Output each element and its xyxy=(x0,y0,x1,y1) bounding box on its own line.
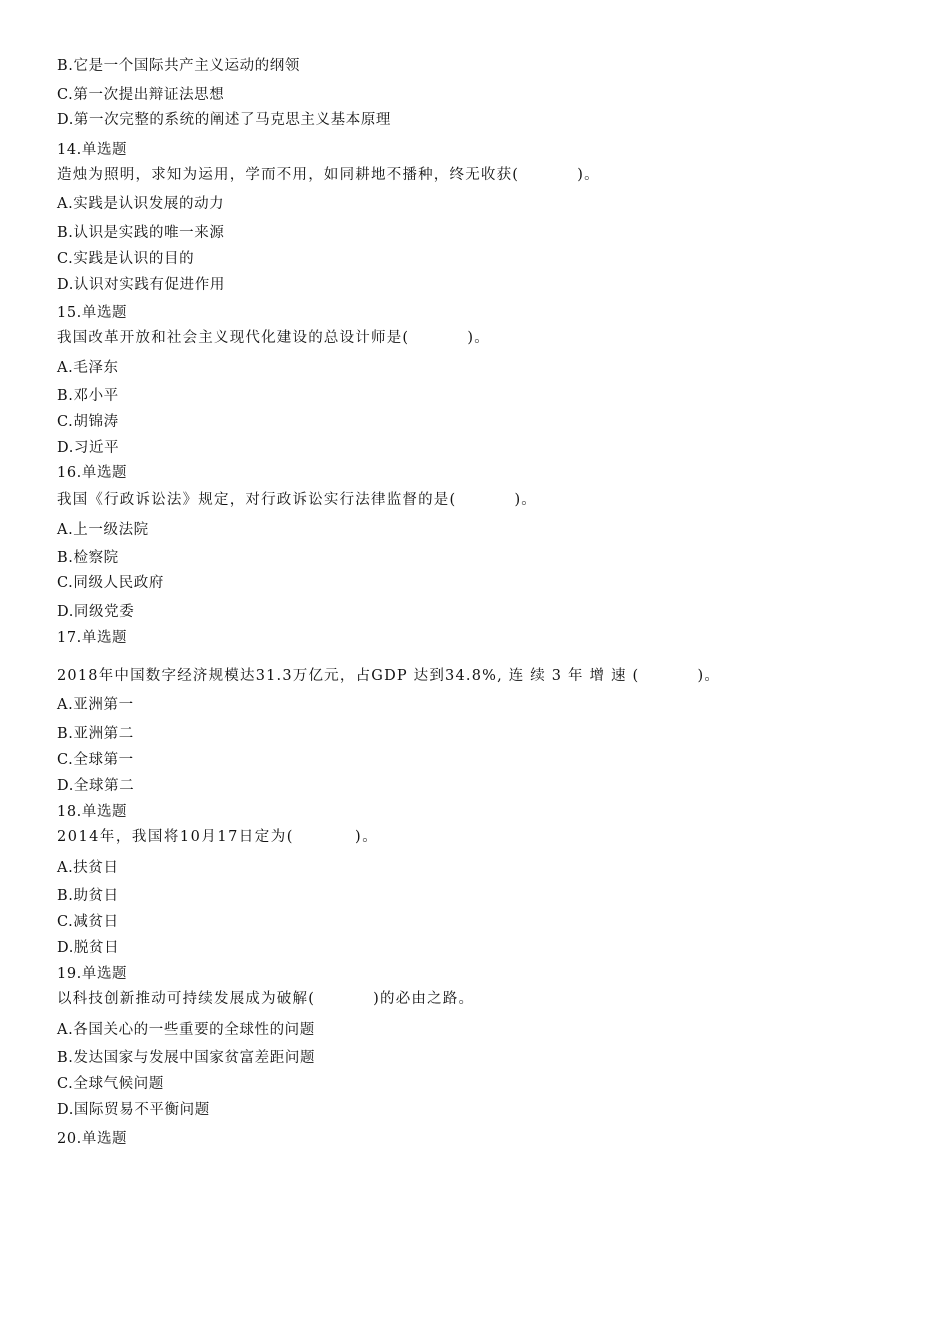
option-a: A.扶贫日 xyxy=(57,860,119,876)
option-d: D.第一次完整的系统的阐述了马克思主义基本原理 xyxy=(57,112,392,128)
question-15-text: 我国改革开放和社会主义现代化建设的总设计师是( )。 xyxy=(57,330,490,346)
option-b: B.亚洲第二 xyxy=(57,726,134,742)
option-b: B.认识是实践的唯一来源 xyxy=(57,225,225,241)
option-c: C.实践是认识的目的 xyxy=(57,251,195,267)
option-d: D.脱贫日 xyxy=(57,940,120,956)
option-a: A.各国关心的一些重要的全球性的问题 xyxy=(57,1022,315,1038)
option-c: C.全球第一 xyxy=(57,752,134,768)
option-b: B.助贫日 xyxy=(57,888,119,904)
option-d: D.习近平 xyxy=(57,440,120,456)
option-c: C.第一次提出辩证法思想 xyxy=(57,87,225,103)
option-c: C.减贫日 xyxy=(57,914,119,930)
question-16-header: 16.单选题 xyxy=(57,465,128,481)
question-18-text: 2014年，我国将10月17日定为( )。 xyxy=(57,829,379,845)
option-c: C.胡锦涛 xyxy=(57,414,119,430)
option-d: D.国际贸易不平衡问题 xyxy=(57,1102,210,1118)
option-b: B.邓小平 xyxy=(57,388,119,404)
question-19-header: 19.单选题 xyxy=(57,966,128,982)
question-16-text: 我国《行政诉讼法》规定，对行政诉讼实行法律监督的是( )。 xyxy=(57,492,538,508)
option-d: D.同级党委 xyxy=(57,604,135,620)
option-a: A.亚洲第一 xyxy=(57,697,134,713)
option-d: D.全球第二 xyxy=(57,778,135,794)
question-19-text: 以科技创新推动可持续发展成为破解( )的必由之路。 xyxy=(57,991,475,1007)
option-b: B.发达国家与发展中国家贫富差距问题 xyxy=(57,1050,316,1066)
question-14-header: 14.单选题 xyxy=(57,142,128,158)
question-14-text: 造烛为照明，求知为运用，学而不用，如同耕地不播种，终无收获( )。 xyxy=(57,167,600,183)
option-c: C.全球气候问题 xyxy=(57,1076,164,1092)
option-b: B.它是一个国际共产主义运动的纲领 xyxy=(57,58,300,74)
question-17-header: 17.单选题 xyxy=(57,630,128,646)
option-a: A.上一级法院 xyxy=(57,522,149,538)
option-c: C.同级人民政府 xyxy=(57,575,164,591)
question-17-text: 2018年中国数字经济规模达31.3万亿元，占GDP 达到34.8%, 连 续 3 年 增 速 ( )。 xyxy=(57,668,721,684)
option-d: D.认识对实践有促进作用 xyxy=(57,277,225,293)
question-18-header: 18.单选题 xyxy=(57,804,128,820)
question-20-header: 20.单选题 xyxy=(57,1131,128,1147)
question-15-header: 15.单选题 xyxy=(57,305,128,321)
option-b: B.检察院 xyxy=(57,550,119,566)
option-a: A.毛泽东 xyxy=(57,360,119,376)
option-a: A.实践是认识发展的动力 xyxy=(57,196,225,212)
